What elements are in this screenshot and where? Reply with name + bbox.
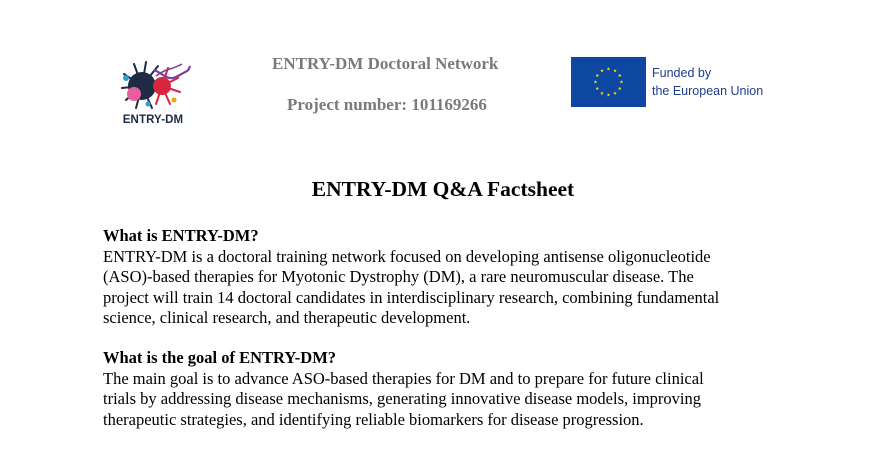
virus-molecule-icon <box>112 56 194 116</box>
body-line: trials by addressing disease mechanisms, generating innovative disease models, improving <box>103 389 701 408</box>
project-number: Project number: 101169266 <box>287 95 487 114</box>
eu-funding-line-2: the European Union <box>652 84 764 98</box>
document-title: ENTRY-DM Q&A Factsheet <box>311 177 575 201</box>
section-heading: What is ENTRY-DM? <box>103 226 259 245</box>
section-body <box>103 247 803 329</box>
section-heading: What is the goal of ENTRY-DM? <box>103 348 337 367</box>
qa-section-goal <box>103 348 803 430</box>
eu-funding-line-1: Funded by <box>652 66 712 80</box>
eu-funding-label <box>652 64 763 100</box>
eu-flag-icon <box>571 57 646 107</box>
body-line: therapeutic strategies, and identifying reliable biomarkers for disease progression. <box>103 409 644 429</box>
body-line: ENTRY-DM is a doctoral training network focused on developing antisense oligonucleotide <box>103 246 711 266</box>
logo-wordmark: ENTRY-DM <box>122 114 184 126</box>
body-line: science, clinical research, and therapeutic development. <box>103 308 471 327</box>
body-line: project will train 14 doctoral candidates in interdisciplinary research, combining fundamental <box>103 287 720 307</box>
body-line: The main goal is to advance ASO-based therapies for DM and to prepare for future clinical <box>103 368 704 388</box>
qa-section-what-is <box>103 226 803 329</box>
body-line: (ASO)-based therapies for Myotonic Dystrophy (DM), a rare neuromuscular disease. The <box>103 267 694 286</box>
entry-dm-logo <box>112 56 194 134</box>
network-name: ENTRY-DM Doctoral Network <box>272 54 499 73</box>
section-body <box>103 369 803 431</box>
